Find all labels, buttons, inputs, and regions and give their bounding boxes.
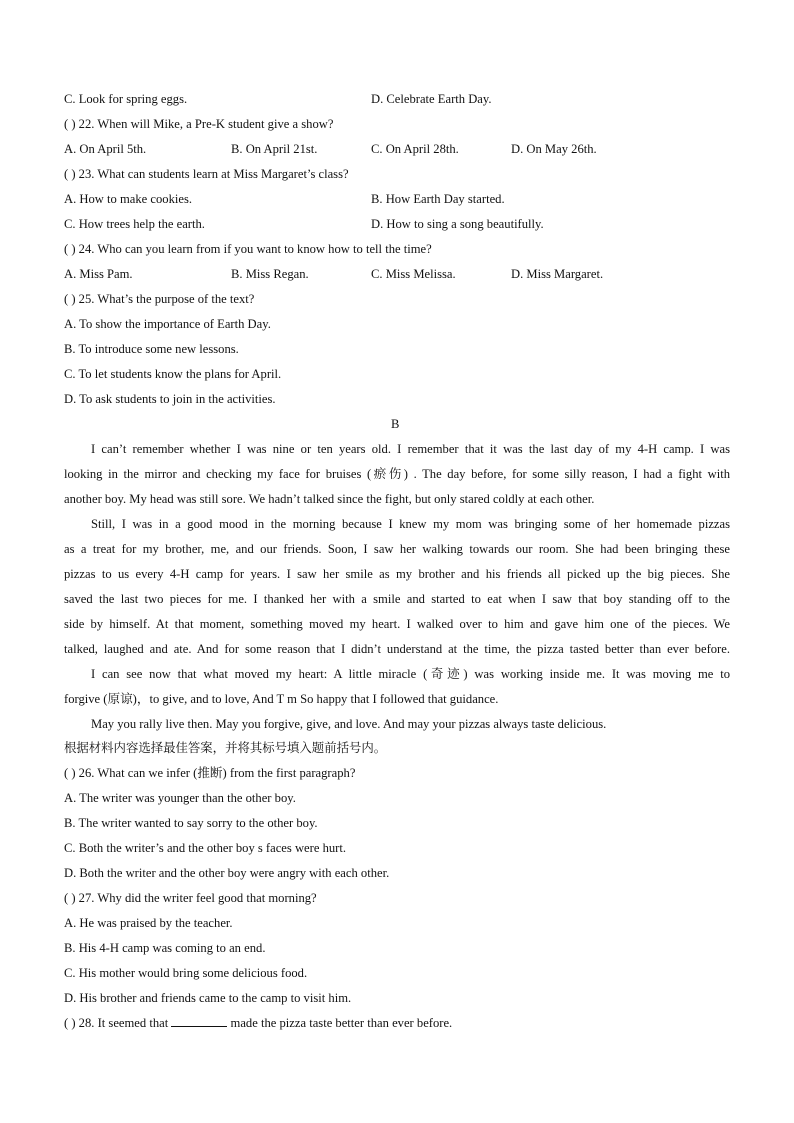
q24-stem: ( ) 24. Who can you learn from if you want to know how to tell the time? <box>64 242 432 256</box>
q28-stem <box>64 1015 452 1031</box>
q22-option-b: B. On April 21st. <box>231 142 318 156</box>
q23-option-c: C. How trees help the earth. <box>64 217 205 231</box>
q22-option-c: C. On April 28th. <box>371 142 459 156</box>
instruction-text: 根据材料内容选择最佳答案，并将其标号填入题前括号内。 <box>64 740 387 755</box>
passage-p2-line-3: pizzas to us every 4-H camp for years. I saw her smile as my brother and his friends all picked up the big pieces. She <box>64 567 730 581</box>
q27-option-a: A. He was praised by the teacher. <box>64 916 233 930</box>
q25-stem: ( ) 25. What’s the purpose of the text? <box>64 292 255 306</box>
passage-p1-line-1: I can’t remember whether I was nine or ten years old. I remember that it was the last day of my 4-H camp. I was <box>91 442 730 456</box>
q25-option-b: B. To introduce some new lessons. <box>64 342 239 356</box>
q24-option-d: D. Miss Margaret. <box>511 267 604 281</box>
q24-option-a: A. Miss Pam. <box>64 267 133 281</box>
q24-option-c: C. Miss Melissa. <box>371 267 456 281</box>
section-b-heading: B <box>391 417 400 431</box>
q21-option-d: D. Celebrate Earth Day. <box>371 92 492 106</box>
q27-option-d: D. His brother and friends came to the camp to visit him. <box>64 991 352 1005</box>
q24-option-b: B. Miss Regan. <box>231 267 309 281</box>
q27-option-c: C. His mother would bring some delicious food. <box>64 966 308 980</box>
q23-stem: ( ) 23. What can students learn at Miss Margaret’s class? <box>64 167 349 181</box>
q25-option-c: C. To let students know the plans for April. <box>64 367 282 381</box>
q26-stem: ( ) 26. What can we infer (推断) from the first paragraph? <box>64 766 356 780</box>
q23-option-b: B. How Earth Day started. <box>371 192 505 206</box>
q26-option-c: C. Both the writer’s and the other boy s faces were hurt. <box>64 841 347 855</box>
q23-option-d: D. How to sing a song beautifully. <box>371 217 544 231</box>
q28-answer-blank[interactable] <box>171 1015 227 1027</box>
q27-option-b: B. His 4-H camp was coming to an end. <box>64 941 266 955</box>
q25-option-d: D. To ask students to join in the activities. <box>64 392 276 406</box>
q26-option-b: B. The writer wanted to say sorry to the other boy. <box>64 816 318 830</box>
q27-stem: ( ) 27. Why did the writer feel good that morning? <box>64 891 317 905</box>
passage-p2-line-5: side by himself. At that moment, something moved my heart. I walked over to him and gave him one of the pieces. We <box>64 617 730 631</box>
passage-p2-line-2: as a treat for my brother, me, and our friends. Soon, I saw her walking towards our room. She had been bringing these <box>64 542 730 556</box>
q22-stem: ( ) 22. When will Mike, a Pre-K student give a show? <box>64 117 334 131</box>
passage-p1-line-3: another boy. My head was still sore. We hadn’t talked since the fight, but only stared coldly at each other. <box>64 492 595 506</box>
q28-stem-before: ( ) 28. It seemed that <box>64 1016 169 1030</box>
passage-p2-line-1: Still, I was in a good mood in the morning because I knew my mom was bringing some of her homemade pizzas <box>91 517 730 531</box>
passage-p4: May you rally live then. May you forgive, give, and love. And may your pizzas always taste delicious. <box>91 717 607 731</box>
q21-option-c: C. Look for spring eggs. <box>64 92 188 106</box>
q25-option-a: A. To show the importance of Earth Day. <box>64 317 271 331</box>
q22-option-d: D. On May 26th. <box>511 142 597 156</box>
passage-p2-line-6: talked, laughed and ate. And for some reason that I didn’t understand at the time, the pizza tasted better than ever before. <box>64 642 730 656</box>
passage-p3-line-2: forgive (原谅)，to give, and to love, And T m So happy that I followed that guidance. <box>64 692 499 706</box>
q22-option-a: A. On April 5th. <box>64 142 147 156</box>
passage-p2-line-4: saved the last two pieces for me. I thanked her with a smile and started to eat when I saw that boy standing off to the <box>64 592 730 606</box>
q23-option-a: A. How to make cookies. <box>64 192 193 206</box>
q26-option-d: D. Both the writer and the other boy were angry with each other. <box>64 866 390 880</box>
q26-option-a: A. The writer was younger than the other boy. <box>64 791 296 805</box>
passage-p1-line-2: looking in the mirror and checking my face for bruises (瘀伤) . The day before, for some silly reason, I had a fight with <box>64 467 730 481</box>
q28-stem-after: made the pizza taste better than ever before. <box>230 1016 453 1030</box>
passage-p3-line-1: I can see now that what moved my heart: A little miracle (奇迹) was working inside me. It was moving me to <box>91 667 730 681</box>
